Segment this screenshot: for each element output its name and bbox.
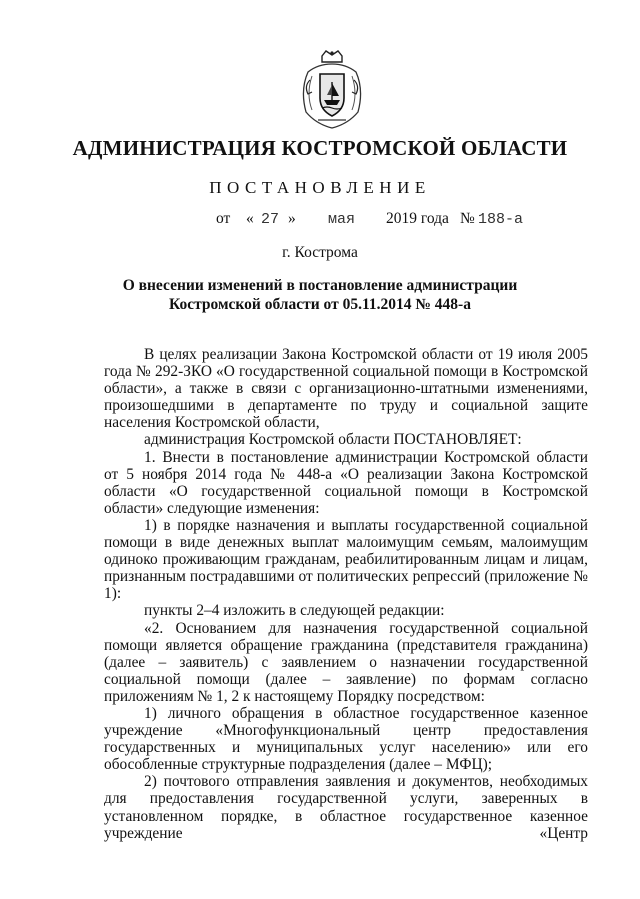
date-month: мая bbox=[328, 211, 356, 228]
paragraph: администрация Костромской области ПОСТАНОВЛЯЕТ: bbox=[144, 431, 522, 449]
date-day: 27 bbox=[261, 211, 280, 228]
paragraph: «2. Основанием для назначения государственной социальной помощи является обращение гражданина (представителя гражданина) (далее – заявитель) с заявлением о назначении государственной социальной помощи (далее – заявление) по формам согласно приложениям № 1, 2 к настоящему Порядку посредством: bbox=[104, 619, 588, 705]
paragraph: пункты 2–4 изложить в следующей редакции: bbox=[144, 602, 445, 620]
document-type: ПОСТАНОВЛЕНИЕ bbox=[209, 178, 431, 197]
date-prefix: от bbox=[216, 210, 231, 227]
paragraph: 1) в порядке назначения и выплаты государственной социальной помощи в виде денежных выплат малоимущим семьям, малоимущим одиноко проживающим гражданам, реабилитированным лицам и лицам, признанным пострадавшими от политических репрессий (приложение № 1): bbox=[104, 516, 588, 603]
date-year: 2019 года bbox=[386, 210, 449, 227]
number-sign: № bbox=[460, 210, 475, 227]
document-body bbox=[104, 346, 588, 842]
document-title bbox=[0, 276, 640, 314]
quote-close: » bbox=[288, 210, 296, 227]
title-line: Костромской области от 05.11.2014 № 448-а bbox=[169, 296, 471, 313]
organization-heading: АДМИНИСТРАЦИЯ КОСТРОМСКОЙ ОБЛАСТИ bbox=[72, 136, 568, 160]
title-line: О внесении изменений в постановление администрации bbox=[122, 277, 518, 294]
city-line: г. Кострома bbox=[282, 244, 358, 261]
document-number: 188-а bbox=[478, 211, 524, 228]
paragraph: В целях реализации Закона Костромской области от 19 июля 2005 года № 292-ЗКО «О государственной социальной помощи в Костромской области», а также в связи с организационно-штатными изменениями, произошедшими в департаменте по труду и социальной защите населения Костромской области, bbox=[104, 346, 588, 432]
paragraph: 2) почтового отправления заявления и документов, необходимых для предоставления государственной услуги, заверенных в установленном порядке, в областное государственное казенное учреждение «Центр bbox=[104, 773, 588, 842]
paragraph: 1) личного обращения в областное государственное казенное учреждение «Многофункциональный центр предоставления государственных и муниципальных услуг населению» или его обособленные структурные подразделения (далее – МФЦ); bbox=[104, 704, 588, 774]
paragraph: 1. Внести в постановление администрации Костромской области от 5 ноября 2014 года № 448-а «О реализации Закона Костромской области «О государственной социальной помощи в Костромской области» следующие изменения: bbox=[104, 448, 588, 517]
quote-open: « bbox=[246, 210, 254, 227]
coat-of-arms-emblem bbox=[296, 50, 368, 130]
